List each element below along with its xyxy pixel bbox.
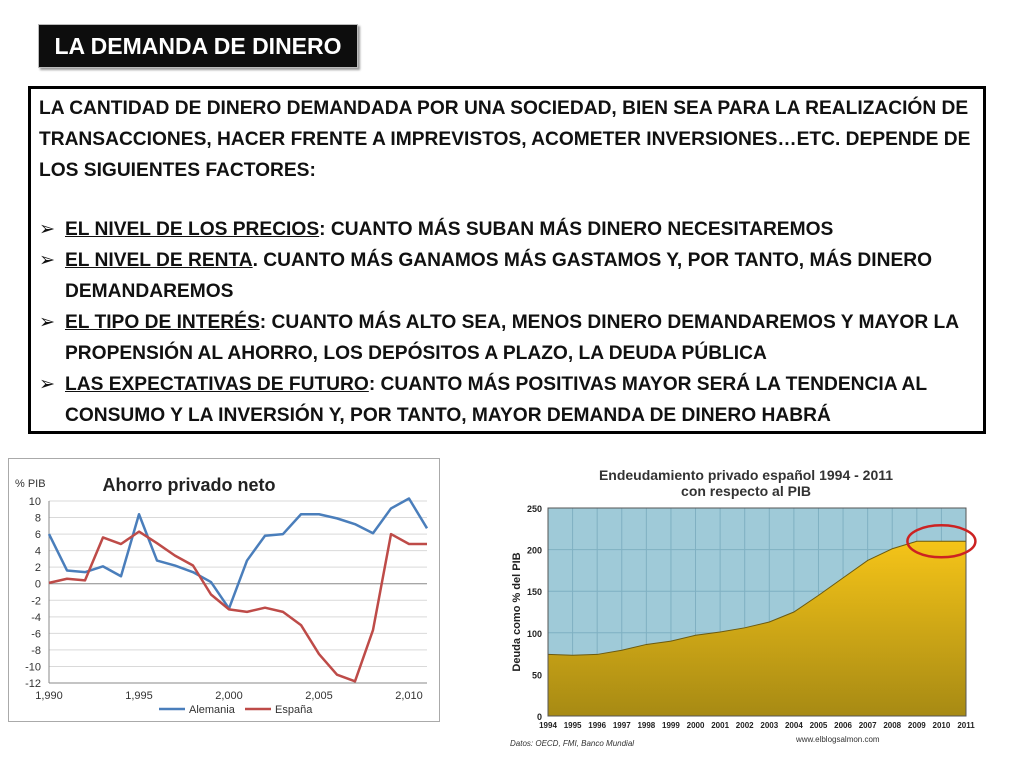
savings-chart-svg — [9, 459, 439, 721]
x-tick-label: 2008 — [883, 721, 902, 730]
debt-chart-svg — [506, 462, 975, 752]
y-tick-label: 100 — [526, 628, 542, 639]
source-note: Datos: OECD, FMI, Banco Mundial — [510, 739, 635, 748]
slide-title: LA DEMANDA DE DINERO — [38, 24, 358, 68]
factor-text: . CUANTO MÁS GANAMOS MÁS GASTAMOS Y, POR TANTO, MÁS DINERO DEMANDAREMOS — [65, 250, 933, 302]
x-tick-label: 1,990 — [35, 690, 63, 702]
y-axis-label: % PIB — [15, 478, 46, 490]
factor-item-income — [39, 245, 975, 307]
factor-term: EL TIPO DE INTERÉS — [65, 312, 260, 333]
factor-item-expectations — [39, 369, 975, 431]
factor-list — [39, 214, 975, 431]
y-tick-label: -2 — [31, 595, 41, 608]
chart-title: Ahorro privado neto — [102, 475, 276, 495]
x-tick-label: 2005 — [809, 721, 828, 730]
y-tick-label: 200 — [526, 545, 542, 556]
y-tick-label: 4 — [34, 545, 41, 558]
arrow-bullet-icon: ➢ — [39, 374, 56, 395]
y-tick-label: -12 — [25, 678, 41, 690]
legend-label: Alemania — [189, 704, 235, 716]
y-tick-label: 250 — [526, 504, 542, 514]
y-tick-label: 2 — [34, 562, 41, 575]
x-tick-label: 1998 — [637, 721, 656, 730]
y-tick-label: -8 — [31, 644, 41, 657]
debt-area-chart — [506, 462, 975, 752]
x-tick-label: 1997 — [612, 721, 631, 730]
x-tick-label: 1995 — [563, 721, 582, 730]
factor-item-interest — [39, 307, 975, 369]
x-tick-label: 2009 — [907, 721, 926, 730]
x-tick-label: 1996 — [588, 721, 607, 730]
x-tick-label: 2010 — [932, 721, 951, 730]
x-tick-label: 2,000 — [215, 690, 243, 702]
legend-label: España — [275, 704, 313, 716]
arrow-bullet-icon: ➢ — [39, 312, 56, 333]
x-tick-label: 2002 — [735, 721, 754, 730]
y-tick-label: 10 — [28, 496, 41, 508]
x-tick-label: 2006 — [834, 721, 852, 730]
factor-text: : CUANTO MÁS POSITIVAS MAYOR SERÁ LA TENDENCIA AL CONSUMO Y LA INVERSIÓN Y, POR TANTO, MAYOR DEMANDA DE DINERO HABRÁ — [65, 374, 927, 426]
x-tick-label: 1999 — [662, 721, 680, 730]
factor-term: LAS EXPECTATIVAS DE FUTURO — [65, 374, 369, 395]
y-tick-label: 150 — [526, 587, 542, 598]
factor-term: EL NIVEL DE LOS PRECIOS — [65, 219, 320, 240]
y-tick-label: 50 — [531, 670, 542, 681]
spacer — [39, 186, 975, 214]
y-tick-label: -6 — [31, 628, 41, 641]
x-tick-label: 1994 — [539, 721, 557, 730]
arrow-bullet-icon: ➢ — [39, 219, 56, 240]
factor-item-prices — [39, 214, 975, 245]
x-tick-label: 2011 — [957, 721, 975, 730]
factor-text: : CUANTO MÁS SUBAN MÁS DINERO NECESITAREMOS — [319, 219, 834, 240]
x-tick-label: 2,005 — [305, 690, 333, 702]
y-tick-label: 6 — [34, 529, 41, 542]
factor-text: : CUANTO MÁS ALTO SEA, MENOS DINERO DEMANDAREMOS Y MAYOR LA PROPENSIÓN AL AHORRO, LOS DEPÓSITOS A PLAZO, LA DEUDA PÚBLICA — [65, 312, 959, 364]
intro-paragraph: LA CANTIDAD DE DINERO DEMANDADA POR UNA SOCIEDAD, BIEN SEA PARA LA REALIZACIÓN DE TRANSACCIONES, HACER FRENTE A IMPREVISTOS, ACOMETER INVERSIONES…ETC. DEPENDE DE LOS SIGUIENTES FACTORES: — [39, 98, 971, 181]
y-tick-label: 0 — [536, 712, 542, 722]
series-line-alemania — [49, 499, 427, 609]
y-axis-label: Deuda como % del PIB — [511, 552, 523, 672]
x-tick-label: 2,010 — [395, 690, 423, 702]
x-tick-label: 2001 — [711, 721, 730, 730]
x-tick-label: 2000 — [686, 721, 705, 730]
x-tick-label: 2007 — [858, 721, 877, 730]
y-tick-label: -10 — [25, 661, 41, 674]
content-box — [28, 86, 986, 434]
savings-line-chart — [8, 458, 440, 722]
factor-term: EL NIVEL DE RENTA — [65, 250, 253, 271]
x-tick-label: 2003 — [760, 721, 779, 730]
credit-note: www.elblogsalmon.com — [796, 735, 880, 744]
chart-subtitle: con respecto al PIB — [681, 483, 811, 499]
x-tick-label: 2004 — [784, 721, 803, 730]
y-tick-label: 0 — [34, 578, 41, 591]
x-tick-label: 1,995 — [125, 690, 153, 702]
arrow-bullet-icon: ➢ — [39, 250, 56, 271]
series-line-españa — [49, 532, 427, 682]
chart-title: Endeudamiento privado español 1994 - 2011 — [598, 467, 894, 483]
y-tick-label: 8 — [34, 512, 41, 525]
y-tick-label: -4 — [31, 611, 41, 624]
